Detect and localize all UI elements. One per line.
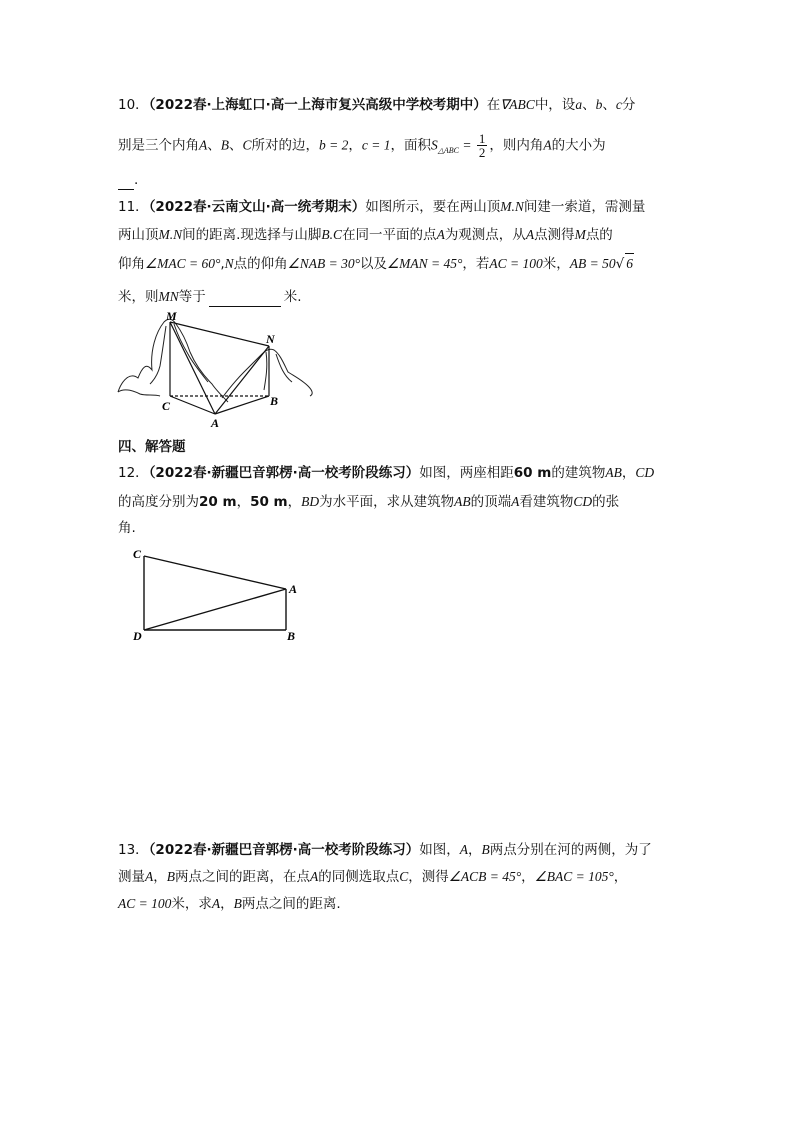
- q11-line-2: 两山顶M.N间的距离.现选择与山脚B.C在同一平面的点A为观测点，从A点测得M点的: [118, 227, 613, 243]
- q13-source: （2022春·新疆巴音郭楞·高一校考阶段练习）: [148, 842, 420, 858]
- answer-blank: [209, 292, 281, 307]
- line-MA: [170, 322, 215, 414]
- left-foothill: [118, 390, 160, 396]
- line-MN: [170, 322, 269, 346]
- line-AB: [215, 396, 269, 414]
- q10-line-2: 别是三个内角A、B、C所对的边，b = 2，c = 1，面积$S_{\triangle ABC}$ = $\frac{1}{2}$ ，则内角A的大小为: [118, 131, 606, 160]
- mountain-figure: [116, 310, 316, 432]
- label-C: C: [133, 547, 142, 561]
- label-B: B: [270, 394, 279, 408]
- label-A: A: [211, 416, 220, 430]
- q10-line-1: 10．（2022春·上海虹口·高一上海市复兴高级中学校考期中）在∇ABC中，设a、b、c分: [118, 97, 636, 113]
- right-mountain-outline: [222, 349, 312, 398]
- label-D: D: [133, 629, 142, 643]
- label-C: C: [162, 399, 171, 413]
- section-heading: 四、解答题: [118, 439, 186, 455]
- label-N: N: [266, 332, 275, 346]
- right-mountain-inner: [264, 352, 267, 390]
- label-B: B: [287, 629, 296, 643]
- q10-source: （2022春·上海虹口·高一上海市复兴高级中学校考期中）: [148, 97, 487, 113]
- line-DA: [144, 589, 286, 630]
- q11-line-4: 米，则MN等于 米.: [118, 289, 302, 305]
- line-NA: [215, 346, 269, 414]
- label-M: M: [166, 310, 177, 323]
- q12-source: （2022春·新疆巴音郭楞·高一校考阶段练习）: [148, 465, 420, 481]
- label-A: A: [289, 582, 298, 596]
- line-CA: [144, 556, 286, 589]
- q12-line-1: 12．（2022春·新疆巴音郭楞·高一校考阶段练习）如图，两座相距60 m的建筑物AB，CD: [118, 465, 655, 481]
- right-mountain-inner-2: [276, 354, 292, 382]
- q12-line-3: 角.: [118, 520, 136, 536]
- q13-line-3: AC = 100米，求A，B两点之间的距离.: [118, 896, 341, 912]
- q11-line-1: 11．（2022春·云南文山·高一统考期末）如图所示，要在两山顶M.N间建一索道，需测量: [118, 199, 646, 215]
- area-fraction: $\frac{1}{2}$: [478, 131, 486, 160]
- q13-line-2: 测量A，B两点之间的距离，在点A的同侧选取点C，测得∠ACB = 45°，∠BAC = 105°，: [118, 869, 628, 885]
- answer-blank: [118, 179, 134, 190]
- buildings-figure: [128, 544, 308, 648]
- q13-line-1: 13．（2022春·新疆巴音郭楞·高一校考阶段练习）如图，A，B两点分别在河的两侧，为了: [118, 842, 652, 858]
- q10-line-3: .: [118, 170, 138, 190]
- line-CA: [170, 396, 215, 414]
- q11-line-3: 仰角∠MAC = 60°,N点的仰角∠NAB = 30°以及∠MAN = 45°，若AC = 100米，AB = 50√ 6: [118, 253, 634, 274]
- q12-line-2: 的高度分别为20 m，50 m，BD为水平面，求从建筑物AB的顶端A看建筑物CD的张: [118, 494, 620, 510]
- q11-source: （2022春·云南文山·高一统考期末）: [148, 199, 366, 215]
